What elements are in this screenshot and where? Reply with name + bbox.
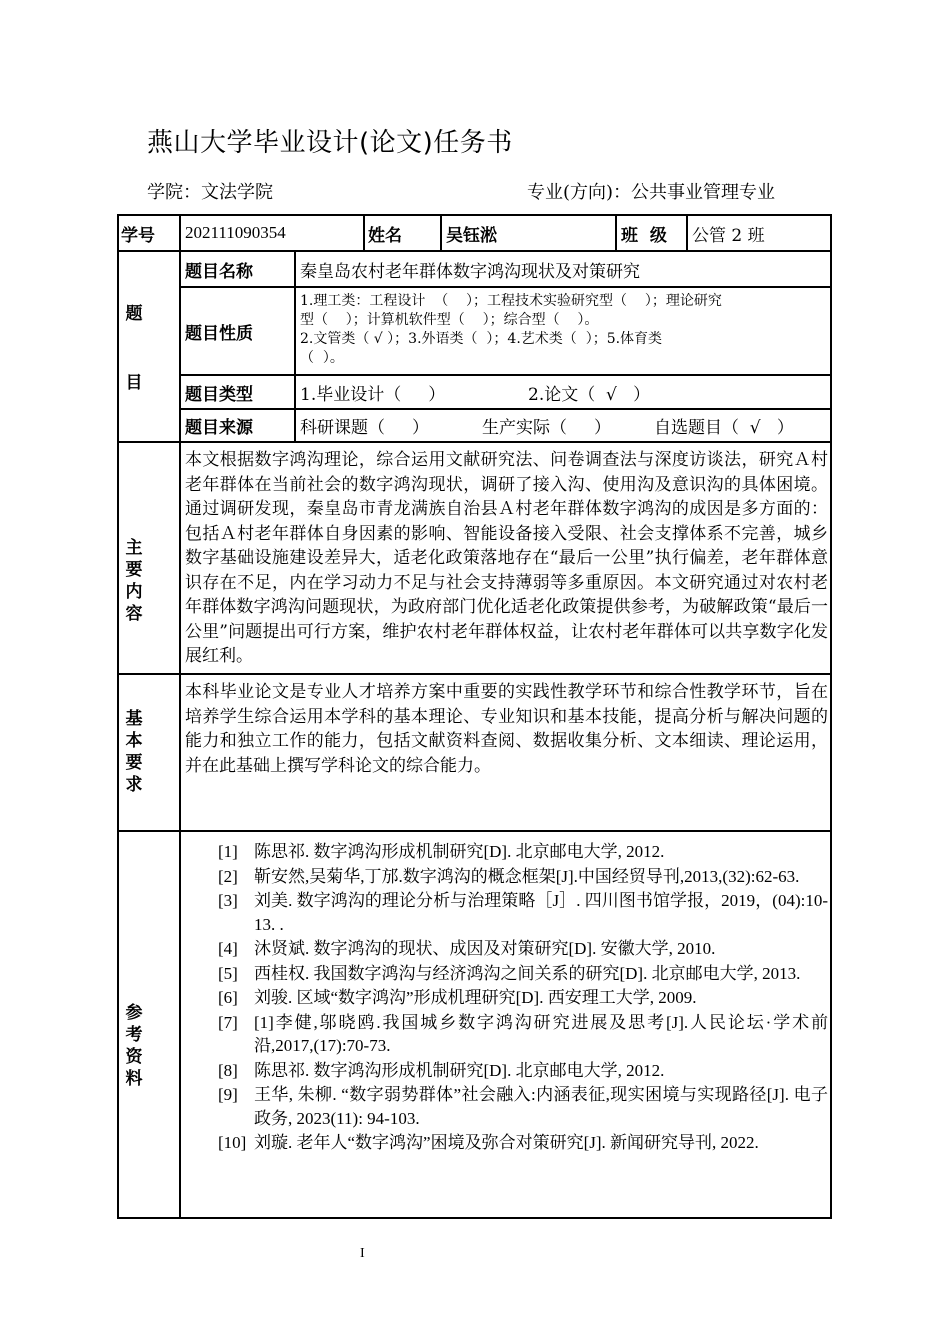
reference-number: [2]	[218, 866, 238, 886]
content-label-line: 内容	[125, 582, 143, 624]
reference-text: 沐贤斌. 数字鸿沟的现状、成因及对策研究[D]. 安徽大学, 2010.	[254, 939, 716, 958]
nature-line: 型（ ）；计算机软件型（ ）；综合型（ ）。	[300, 312, 599, 328]
document-title: 燕山大学毕业设计(论文)任务书	[147, 128, 513, 158]
row-divider	[179, 286, 832, 288]
nature-line: （ ）。	[300, 350, 344, 366]
reference-item	[218, 865, 828, 889]
reference-text: 王华, 朱柳. “数字弱势群体”社会融入:内涵表征,现实困境与实现路径[J]. 电子政务, 2023(11): 94-103.	[254, 1085, 828, 1128]
reference-number: [7]	[218, 1012, 238, 1032]
class-label: 班 级	[621, 225, 667, 246]
column-divider	[179, 214, 181, 1219]
college-label: 学院：文法学院	[147, 182, 273, 203]
row-divider	[117, 830, 832, 832]
references-label-line: 资料	[125, 1047, 143, 1089]
reference-number: [9]	[218, 1085, 238, 1104]
reference-number: [1]	[218, 842, 238, 861]
reference-number: [10]	[218, 1133, 247, 1152]
name-label: 姓名	[368, 225, 402, 246]
reference-item	[218, 962, 828, 986]
reference-text: [1]李健,邬晓鸥.我国城乡数字鸿沟研究进展及思考[J].人民论坛·学术前沿,2017,(17):70-73.	[254, 1012, 828, 1055]
topic-section-label: 目	[125, 373, 143, 393]
topic-nature-options	[300, 292, 830, 368]
column-divider	[440, 214, 442, 251]
reference-item	[218, 840, 828, 864]
reference-item	[218, 889, 828, 936]
references-section-label	[119, 1002, 149, 1090]
requirements-label-char: 求	[125, 775, 143, 795]
reference-list	[218, 840, 828, 1155]
requirements-section-label	[119, 708, 149, 796]
column-divider	[686, 214, 688, 251]
row-divider	[117, 673, 832, 675]
topic-source-self-selected: 自选题目（ √ ）	[654, 418, 794, 438]
reference-text: 靳安然,吴菊华,丁邡.数字鸿沟的概念框架[J].中国经贸导刊,2013,(32):62-63.	[254, 866, 800, 886]
reference-item	[218, 1011, 828, 1058]
name-value: 吴钰淞	[446, 225, 497, 246]
topic-type-option-thesis: 2.论文（ √ ）	[528, 384, 651, 405]
topic-name-value: 秦皇岛农村老年群体数字鸿沟现状及对策研究	[300, 261, 640, 282]
topic-type-option-design: 1.毕业设计（ ）	[300, 384, 446, 405]
requirements-label-char: 本	[125, 731, 143, 751]
student-id-value: 202111090354	[185, 223, 286, 242]
requirements-label-char: 基	[125, 709, 143, 729]
row-divider	[117, 441, 832, 443]
requirements-label-char: 要	[125, 753, 143, 773]
reference-number: [3]	[218, 891, 238, 910]
page-number: I	[360, 1246, 365, 1261]
reference-text: 陈思祁. 数字鸿沟形成机制研究[D]. 北京邮电大学, 2012.	[254, 1060, 665, 1080]
reference-number: [5]	[218, 963, 238, 983]
reference-item	[218, 1083, 828, 1130]
reference-number: [8]	[218, 1060, 238, 1080]
reference-item	[218, 1131, 828, 1155]
topic-source-label: 题目来源	[185, 418, 253, 438]
reference-text: 刘美. 数字鸿沟的理论分析与治理策略［J］. 四川图书馆学报，2019，(04):10-13. .	[254, 891, 828, 934]
class-value: 公管 2 班	[692, 225, 765, 246]
row-divider	[179, 374, 832, 376]
column-divider	[615, 214, 617, 251]
reference-number: [6]	[218, 988, 238, 1007]
references-label-line: 参考	[125, 1003, 143, 1045]
reference-item	[218, 1059, 828, 1083]
topic-source-production: 生产实际（ ）	[482, 418, 612, 438]
main-content-text: 本文根据数字鸿沟理论，综合运用文献研究法、问卷调查法与深度访谈法，研究Ａ村老年群体在当前社会的数字鸿沟现状，调研了接入沟、使用沟及意识沟的具体困境。通过调研发现，秦皇岛市青龙满族自治县Ａ村老年群体数字鸿沟的成因是多方面的：包括Ａ村老年群体自身因素的影响、智能设备接入受限、社会支撑体系不完善，城乡数字基础设施建设差异大，适老化政策落地存在“最后一公里”执行偏差，老年群体意识存在不足，内在学习动力不足与社会支持薄弱等多重原因。本文研究通过对农村老年群体数字鸿沟问题现状，为政府部门优化适老化政策提供参考，为破解政策“最后一公里”问题提出可行方案，维护农村老年群体权益，让农村老年群体可以共享数字化发展红利。	[185, 450, 828, 666]
content-label-line: 主要	[125, 538, 143, 580]
topic-name-label: 题目名称	[185, 261, 253, 282]
major-label: 专业(方向)：公共事业管理专业	[527, 182, 776, 203]
topic-type-label: 题目类型	[185, 384, 253, 405]
nature-line: 2.文管类（ √ ）；3.外语类（ ）；4.艺术类（ ）；5.体育类	[300, 331, 663, 347]
topic-section-label: 题	[125, 304, 143, 324]
column-divider	[363, 214, 365, 251]
reference-number: [4]	[218, 939, 238, 958]
student-id-label: 学号	[121, 225, 155, 246]
requirements-text: 本科毕业论文是专业人才培养方案中重要的实践性教学环节和综合性教学环节，旨在培养学生综合运用本学科的基本理论、专业知识和基本技能，提高分析与解决问题的能力和独立工作的能力，包括文献资料查阅、数据收集分析、文本细读、理论运用，并在此基础上撰写学科论文的综合能力。	[185, 682, 828, 776]
topic-source-research: 科研课题（ ）	[300, 418, 430, 438]
reference-text: 刘骏. 区域“数字鸿沟”形成机理研究[D]. 西安理工大学, 2009.	[254, 988, 697, 1007]
column-divider	[294, 250, 296, 442]
reference-item	[218, 937, 828, 961]
reference-text: 西桂权. 我国数字鸿沟与经济鸿沟之间关系的研究[D]. 北京邮电大学, 2013.	[254, 963, 801, 983]
nature-line: 1.理工类：工程设计 （ ）；工程技术实验研究型（ ）；理论研究	[300, 293, 722, 309]
topic-nature-label: 题目性质	[185, 323, 253, 344]
reference-item	[218, 986, 828, 1010]
reference-text: 陈思祁. 数字鸿沟形成机制研究[D]. 北京邮电大学, 2012.	[254, 842, 665, 861]
content-section-label	[119, 537, 149, 625]
reference-text: 刘璇. 老年人“数字鸿沟”困境及弥合对策研究[J]. 新闻研究导刊, 2022.	[254, 1133, 759, 1152]
